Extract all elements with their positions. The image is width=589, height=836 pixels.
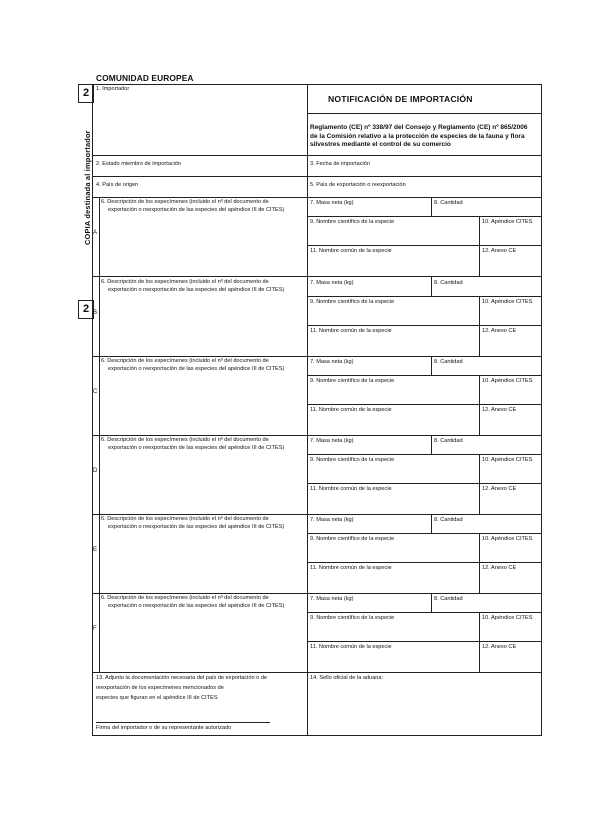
field-4-label: 4. País de origen xyxy=(96,182,139,188)
field-9-label-d: 9. Nombre científico de la especie xyxy=(310,457,395,463)
field-8-label-a: 8. Cantidad xyxy=(434,200,463,206)
field-9-label-e: 9. Nombre científico de la especie xyxy=(310,536,395,542)
field-8-label-d: 8. Cantidad xyxy=(434,438,463,444)
field-6-label-c: 6. Descripción de los especímenes (incluido el nº del documento de xyxy=(101,358,269,364)
regulation-text xyxy=(310,124,528,150)
copy-number-middle: 2 xyxy=(78,300,94,319)
section-letter-b: B xyxy=(93,310,98,316)
field-8-label-c: 8. Cantidad xyxy=(434,359,463,365)
field-13-line-1: 13. Adjunto la documentación necesaria del país de exportación o de xyxy=(96,675,268,681)
copy-number-top: 2 xyxy=(78,84,94,103)
field-14-label: 14. Sello oficial de la aduana: xyxy=(310,675,384,681)
field-8-label-b: 8. Cantidad xyxy=(434,280,463,286)
field-11-label-f: 11. Nombre común de la especie xyxy=(310,644,392,650)
section-letter-f: F xyxy=(93,626,97,632)
field-10-label-f: 10. Apéndice CITES xyxy=(482,615,533,621)
field-9-label-b: 9. Nombre científico de la especie xyxy=(310,299,395,305)
field-12-label-e: 12. Anexo CE xyxy=(482,565,517,571)
field-9-label-f: 9. Nombre científico de la especie xyxy=(310,615,395,621)
field-6-label-e: 6. Descripción de los especímenes (incluido el nº del documento de xyxy=(101,516,269,522)
field-11-label-a: 11. Nombre común de la especie xyxy=(310,248,392,254)
field-12-label-f: 12. Anexo CE xyxy=(482,644,517,650)
field-6-sub-d: exportación o reexportación de las especies del apéndice III de CITES) xyxy=(108,445,285,451)
field-2-label: 2. Estado miembro de importación xyxy=(96,161,182,167)
field-6-sub-e: exportación o reexportación de las especies del apéndice III de CITES) xyxy=(108,524,285,530)
field-5-label: 5. País de exportación o reexportación xyxy=(310,182,406,188)
field-8-label-e: 8. Cantidad xyxy=(434,517,463,523)
section-letter-d: D xyxy=(93,468,98,474)
field-10-label-d: 10. Apéndice CITES xyxy=(482,457,533,463)
field-10-label-a: 10. Apéndice CITES xyxy=(482,219,533,225)
field-7-label-c: 7. Masa neta (kg) xyxy=(310,359,354,365)
field-3-label: 3. Fecha de importación xyxy=(310,161,371,167)
section-letter-e: E xyxy=(93,547,98,553)
field-11-label-e: 11. Nombre común de la especie xyxy=(310,565,392,571)
field-12-label-c: 12. Anexo CE xyxy=(482,407,517,413)
signature-line xyxy=(96,722,270,723)
field-7-label-f: 7. Masa neta (kg) xyxy=(310,596,354,602)
field-12-label-b: 12. Anexo CE xyxy=(482,328,517,334)
field-11-label-b: 11. Nombre común de la especie xyxy=(310,328,392,334)
field-6-label-b: 6. Descripción de los especímenes (incluido el nº del documento de xyxy=(101,279,269,285)
field-6-sub-c: exportación o reexportación de las especies del apéndice III de CITES) xyxy=(108,366,285,372)
field-13-line-2: reexportación de los especímenes mencionados de xyxy=(96,685,224,691)
field-7-label-e: 7. Masa neta (kg) xyxy=(310,517,354,523)
field-12-label-d: 12. Anexo CE xyxy=(482,486,517,492)
field-7-label-b: 7. Masa neta (kg) xyxy=(310,280,354,286)
field-7-label-a: 7. Masa neta (kg) xyxy=(310,200,354,206)
field-7-label-d: 7. Masa neta (kg) xyxy=(310,438,354,444)
field-11-label-d: 11. Nombre común de la especie xyxy=(310,486,392,492)
regulation-line-2: de la Comisión relativo a la protección de especies de la fauna y flora xyxy=(310,132,525,140)
community-header: COMUNIDAD EUROPEA xyxy=(96,73,194,83)
regulation-line-3: silvestres mediante el control de su comercio xyxy=(310,141,451,149)
field-6-sub-b: exportación o reexportación de las especies del apéndice III de CITES) xyxy=(108,287,285,293)
field-6-label-d: 6. Descripción de los especímenes (incluido el nº del documento de xyxy=(101,437,269,443)
field-1-label: 1. Importador xyxy=(96,86,130,92)
field-11-label-c: 11. Nombre común de la especie xyxy=(310,407,392,413)
field-13-line-3: especies que figuran en el apéndice III de CITES xyxy=(96,695,218,701)
field-6-label-f: 6. Descripción de los especímenes (incluido el nº del documento de xyxy=(101,595,269,601)
signature-label: Firma del importador o de su representante autorizado xyxy=(96,725,232,731)
field-6-sub-f: exportación o reexportación de las especies del apéndice III de CITES) xyxy=(108,603,285,609)
section-letter-c: C xyxy=(93,389,98,395)
field-10-label-c: 10. Apéndice CITES xyxy=(482,378,533,384)
field-10-label-b: 10. Apéndice CITES xyxy=(482,299,533,305)
section-letter-a: A xyxy=(93,230,98,236)
regulation-line-1: Reglamento (CE) nº 338/97 del Consejo y Reglamento (CE) nº 865/2006 xyxy=(310,124,528,131)
field-6-sub-a: exportación o reexportación de las especies del apéndice III de CITES) xyxy=(108,207,285,213)
field-6-label-a: 6. Descripción de los especímenes (incluido el nº del documento de xyxy=(101,199,269,205)
field-9-label-a: 9. Nombre científico de la especie xyxy=(310,219,395,225)
form-title: NOTIFICACIÓN DE IMPORTACIÓN xyxy=(328,94,473,104)
side-label: COPIA destinada al importador xyxy=(83,130,92,245)
field-10-label-e: 10. Apéndice CITES xyxy=(482,536,533,542)
field-9-label-c: 9. Nombre científico de la especie xyxy=(310,378,395,384)
field-8-label-f: 8. Cantidad xyxy=(434,596,463,602)
field-12-label-a: 12. Anexo CE xyxy=(482,248,517,254)
